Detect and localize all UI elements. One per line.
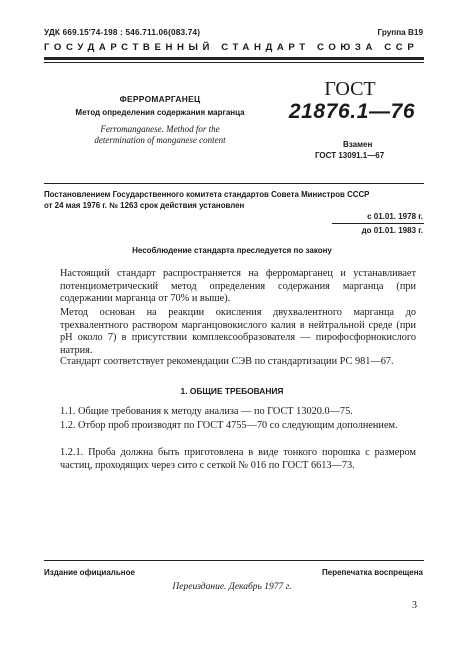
page-number: 3 — [412, 600, 417, 611]
state-standard-heading: ГОСУДАРСТВЕННЫЙ СТАНДАРТ СОЮЗА ССР — [44, 42, 419, 53]
decree-line-2: от 24 мая 1976 г. № 1263 срок действия установлен — [44, 200, 245, 210]
document-subtitle: Метод определения содержания марганца — [75, 108, 245, 117]
decree-text — [44, 190, 424, 211]
replaces-standard: ГОСТ 13091.1—67 — [315, 151, 385, 160]
gost-label: ГОСТ — [324, 78, 376, 100]
gost-number: 21876.1—76 — [288, 100, 416, 123]
paragraph-1-2: 1.2. Отбор проб производят по ГОСТ 4755—70 со следующим дополнением. — [60, 420, 398, 431]
group-code: Группа В19 — [377, 28, 423, 37]
udk-code: УДК 669.15'74-198 : 546.711.06(083.74) — [44, 28, 201, 37]
replaces-label: Взамен — [343, 140, 373, 149]
english-title-line-2: determination of manganese content — [94, 134, 226, 145]
paragraph-scope: Настоящий стандарт распространяется на ферромарганец и устанавливает потенциометрический метод определения содержания марганца (при содержании марганца от 70% и выше). — [60, 268, 416, 305]
english-title — [50, 124, 270, 145]
validity-date-from: с 01.01. 1978 г. — [367, 212, 423, 221]
official-edition: Издание официальное — [44, 568, 135, 577]
paragraph-cmea: Стандарт соответствует рекомендации СЭВ по стандартизации РС 981—67. — [60, 356, 394, 367]
header-rule-thin — [44, 62, 424, 63]
document-title: ФЕРРОМАРГАНЕЦ — [119, 94, 201, 104]
reissue-note: Переиздание. Декабрь 1977 г. — [172, 582, 292, 592]
validity-date-to: до 01.01. 1983 г. — [361, 226, 423, 235]
paragraph-1-1: 1.1. Общие требования к методу анализа — по ГОСТ 13020.0—75. — [60, 406, 353, 417]
header-rule-thick — [44, 57, 424, 60]
reprint-prohibited: Перепечатка воспрещена — [322, 568, 423, 577]
law-notice: Несоблюдение стандарта преследуется по закону — [132, 246, 332, 255]
paragraph-1-2-1: 1.2.1. Проба должна быть приготовлена в виде тонкого порошка с размером частиц, проходящих через сито с сеткой № 016 по ГОСТ 6613—73. — [60, 447, 416, 471]
decree-rule — [44, 183, 424, 184]
section-title: 1. ОБЩИЕ ТРЕБОВАНИЯ — [180, 386, 284, 396]
paragraph-method: Метод основан на реакции окисления двухвалентного марганца до трехвалентного раствором марганцовокислого калия в нейтральной среде (при pH около 7) в присутствии комплексообразователя — пирофосфорнокислого натрия. — [60, 307, 416, 356]
decree-line-1: Постановлением Государственного комитета стандартов Совета Министров СССР — [44, 190, 370, 199]
date-from-underline — [332, 223, 424, 224]
english-title-line-1: Ferromanganese. Method for the — [100, 124, 220, 134]
footer-rule — [44, 560, 424, 561]
